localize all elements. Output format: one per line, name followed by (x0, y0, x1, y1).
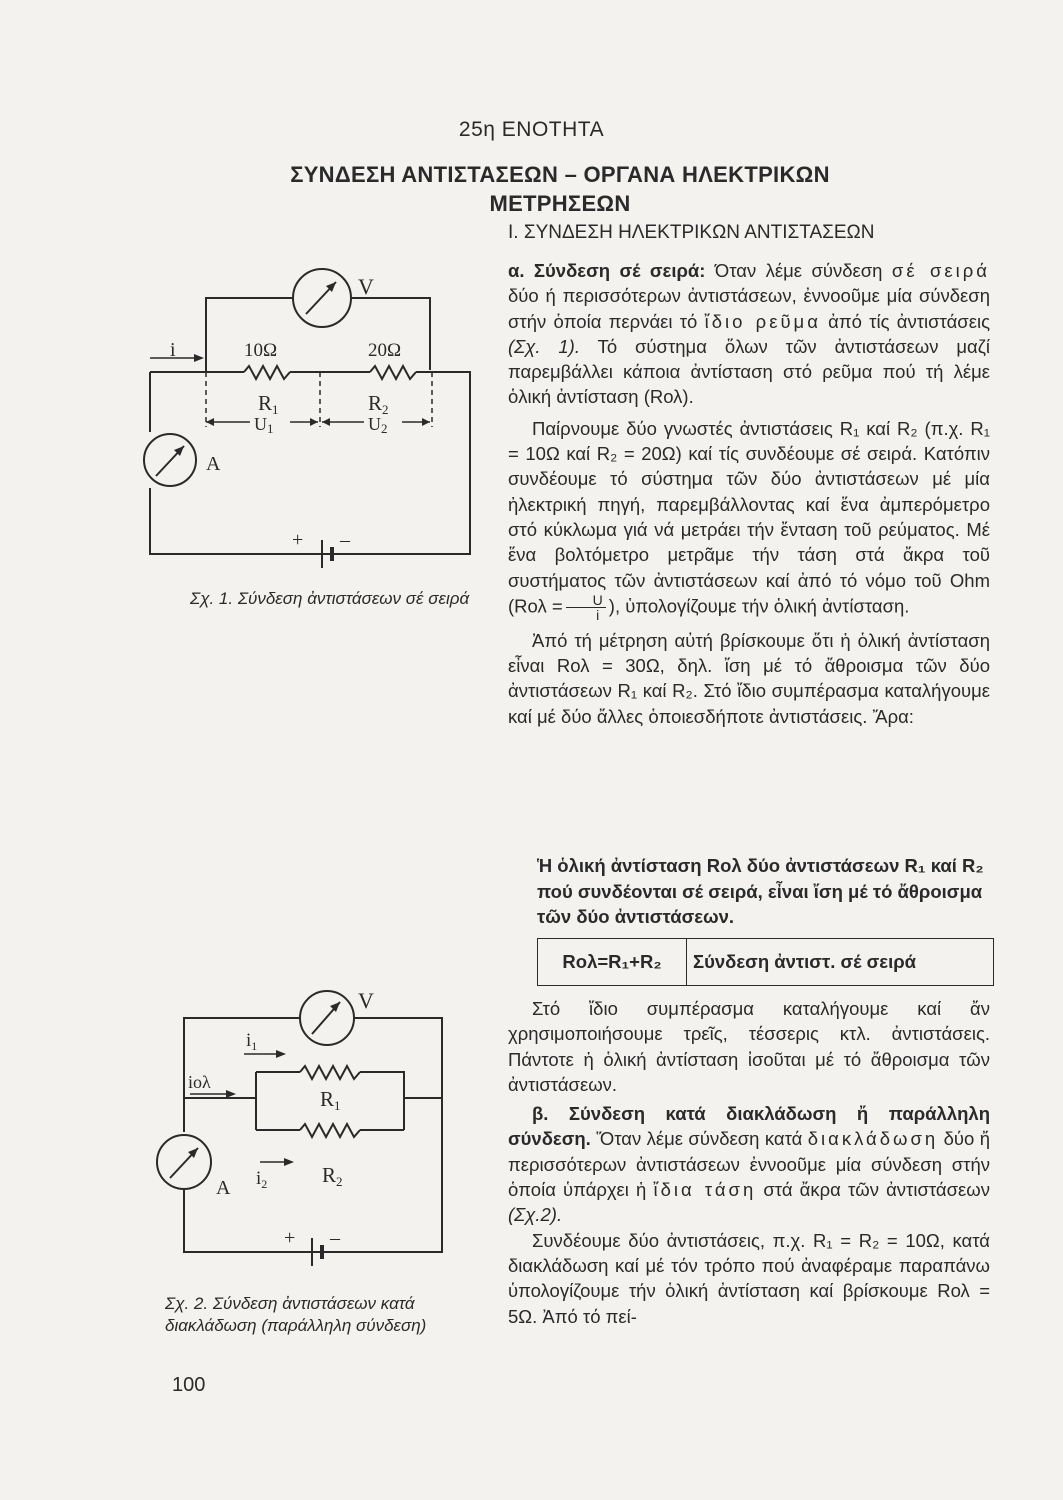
r2-value-label: 20Ω (368, 340, 402, 361)
label-subscript: 2 (382, 402, 389, 417)
label-main: U (254, 414, 267, 434)
spaced-term: διακλάδωση (807, 1128, 939, 1150)
battery-minus-label: – (340, 529, 350, 551)
figure-reference: (Σχ.2). (508, 1204, 563, 1226)
figure-2-caption-line1: Σχ. 2. Σύνδεση ἀντιστάσεων κατά (165, 1294, 415, 1313)
page-title (200, 160, 920, 218)
label-main: R (368, 391, 383, 415)
r1-value-label: 10Ω (244, 340, 278, 361)
arrowhead (422, 418, 430, 426)
u2-label (368, 414, 388, 436)
wire (360, 1072, 404, 1130)
current-label: i (170, 339, 176, 361)
page-title-line2: ΜΕΤΡΗΣΕΩΝ (489, 191, 631, 216)
resistor-r2 (300, 1124, 360, 1137)
wire (150, 488, 332, 554)
figure-1-series-circuit (140, 262, 485, 582)
formula-label: Σύνδεση ἀντιστ. σέ σειρά (693, 951, 917, 972)
label-subscript: 1 (272, 402, 279, 417)
figure-2-parallel-circuit (140, 980, 485, 1280)
text-span: Ὅταν λέμε σύνδεση κατά (590, 1128, 808, 1150)
paragraph-parallel-definition (508, 1101, 990, 1227)
paragraph-generalization: Στό ἴδιο συμπέρασμα καταλήγουμε καί ἄν χρησιμοποιήσουμε τρεῖς, τέσσερις κτλ. ἀντιστάσεις. Πάντοτε ἡ ὁλική ἀντίσταση ἰσοῦται μέ τό ἄθροισμα τῶν ἀντιστάσεων. (508, 998, 990, 1095)
page-title-line1: ΣΥΝΔΕΣΗ ΑΝΤΙΣΤΑΣΕΩΝ – ΟΡΓΑΝΑ ΗΛΕΚΤΡΙΚΩΝ (290, 162, 830, 187)
label-main: R (258, 391, 273, 415)
series-lead: α. Σύνδεση σέ σειρά: (508, 260, 706, 281)
wire (322, 372, 470, 554)
text-span: ἀπό τίς ἀντιστάσεις (820, 310, 990, 332)
text-span: δύο ἤ περισσότερων ἀντιστάσεων ἐννοοῦμε μία σύνδεση στήν ὁποία ὑπάρχει ἡ (508, 1128, 990, 1201)
resistor-r1 (300, 1066, 360, 1079)
wire (184, 1190, 322, 1252)
ammeter-label: A (216, 1177, 231, 1199)
text-span: ), ὑπολογίζουμε τήν ὁλική ἀντίσταση. (608, 595, 910, 617)
page-number: 100 (172, 1374, 206, 1396)
paragraph-series-definition (508, 258, 990, 410)
ammeter-label: A (206, 453, 221, 475)
label-subscript: 2 (261, 1177, 268, 1191)
r1-label (320, 1087, 341, 1113)
arrowhead (322, 418, 330, 426)
label-subscript: 2 (381, 421, 388, 436)
text-span: στά ἄκρα τῶν ἀντιστάσεων (756, 1179, 990, 1201)
label-main: U (368, 414, 381, 434)
spaced-term: ἴδιο ρεῦμα (704, 310, 821, 332)
paragraph-parallel-experiment: Συνδέουμε δύο ἀντιστάσεις, π.χ. R₁ = R₂ = 10Ω, κατά διακλάδωση καί μέ τόν τρόπο πού ἀναφέραμε παραπάνω ὑπολογίζουμε τήν ὁλική ἀντίσταση καί βρίσκουμε Rολ = 5Ω. Ἀπό τό πεί- (508, 1229, 990, 1327)
label-main: i (246, 1030, 252, 1051)
u1-label (254, 414, 274, 436)
label-subscript: 1 (251, 1039, 258, 1053)
current-arrowhead (194, 354, 204, 362)
series-rule: Ἡ ὁλική ἀντίσταση Rολ δύο ἀντιστάσεων R₁ καί R₂ πού συνδέονται σέ σειρά, εἶναι ἴση μέ τό ἄθροισμα τῶν δύο ἀντιστάσεων. (537, 855, 984, 927)
arrowhead (284, 1158, 294, 1166)
fraction-numerator: U (566, 593, 606, 608)
arrowhead (310, 418, 318, 426)
figure-2-caption (165, 1293, 426, 1337)
unit-heading: 25η ΕΝΟΤΗΤΑ (458, 118, 605, 141)
resistor-r1 (244, 366, 290, 379)
label-main: i (256, 1168, 262, 1189)
text-span: Τό σύστημα ὅλων τῶν ἀντιστάσεων μαζί παρεμβάλλει κάποια ἀντίσταση στό ρεῦμα πού τή λέμε ὁλική ἀντίσταση (Rολ). (508, 335, 990, 408)
figure-reference: (Σχ. 1). (508, 335, 580, 357)
text-column-lower (508, 996, 990, 1329)
paragraph-experiment (508, 416, 990, 622)
wire (312, 1018, 442, 1252)
voltmeter-label: V (358, 988, 374, 1013)
text-span: Όταν λέμε σύνδεση (705, 260, 892, 281)
ohm-fraction (566, 593, 606, 622)
figure-2-caption-line2: διακλάδωση (παράλληλη σύνδεση) (165, 1316, 427, 1335)
text-span: δύο ή περισσότερων ἀντιστάσεων, ἐννοοῦμε μία σύνδεση στήν ὁποία περνάει τό (508, 285, 990, 332)
battery-plus-label: + (284, 1227, 296, 1249)
text-column (508, 258, 990, 729)
label-main: R (322, 1163, 337, 1187)
text-span: Παίρνουμε δύο γνωστές ἀντιστάσεις R₁ καί R₂ (π.χ. R₁ = 10Ω καί R₂ = 20Ω) καί τίς συνδέουμε σέ σειρά. Κατόπιν συνδέουμε τό σύστημα τῶν δύο ἀντιστάσεων μέ μία ἠλεκτρική πηγή, παρεμβάλλοντας καί ἕνα ἀμπερόμετρο στό κύκλωμα γιά νά μετράει τήν ἔνταση τοῦ ρεύματος. Μέ ἕνα βολτόμετρο μετρᾶμε τήν τάση στά ἄκρα τοῦ συστήματος τῶν ἀντιστάσεων καί ἀπό τό νόμο τοῦ Ohm (Rολ = (508, 417, 990, 617)
spaced-term: ἴδια τάση (653, 1179, 757, 1201)
label-subscript: 1 (267, 421, 274, 436)
section-heading: Ι. ΣΥΝΔΕΣΗ ΗΛΕΚΤΡΙΚΩΝ ΑΝΤΙΣΤΑΣΕΩΝ (508, 222, 875, 243)
i-total-label: iολ (188, 1072, 211, 1092)
spaced-term: σέ σειρά (891, 260, 990, 281)
paragraph-result: Ἀπό τή μέτρηση αὐτή βρίσκουμε ὅτι ἡ ὁλική ἀντίσταση εἶναι Rολ = 30Ω, δηλ. ἴση μέ τό ἄθροισμα τῶν δύο ἀντιστάσεων R₁ καί R₂. Στό ἴδιο συμπέρασμα καταλήγουμε καί μέ δύο ἄλλες ὁποιεσδήποτε ἀντιστάσεις. Ἄρα: (508, 629, 990, 727)
label-subscript: 1 (334, 1098, 341, 1113)
voltmeter-label: V (358, 274, 374, 299)
i1-label (246, 1030, 257, 1053)
arrowhead (226, 1090, 236, 1098)
r2-label (322, 1163, 343, 1189)
battery-plus-label: + (292, 529, 304, 551)
i2-label (256, 1168, 267, 1191)
label-main: R (320, 1087, 335, 1111)
formula-box (537, 938, 994, 986)
label-subscript: 2 (336, 1174, 343, 1189)
figure-1-caption: Σχ. 1. Σύνδεση ἀντιστάσεων σέ σειρά (190, 589, 470, 608)
battery-minus-label: – (330, 1227, 340, 1249)
arrowhead (206, 418, 214, 426)
arrowhead (276, 1050, 286, 1058)
resistor-r2 (370, 366, 416, 379)
fraction-denominator: i (596, 606, 600, 623)
parallel-lead: β. Σύνδεση κατά διακλάδωση ἤ παράλληλη σύνδεση. (508, 1103, 990, 1150)
formula: Rολ=R₁+R₂ (538, 939, 687, 985)
